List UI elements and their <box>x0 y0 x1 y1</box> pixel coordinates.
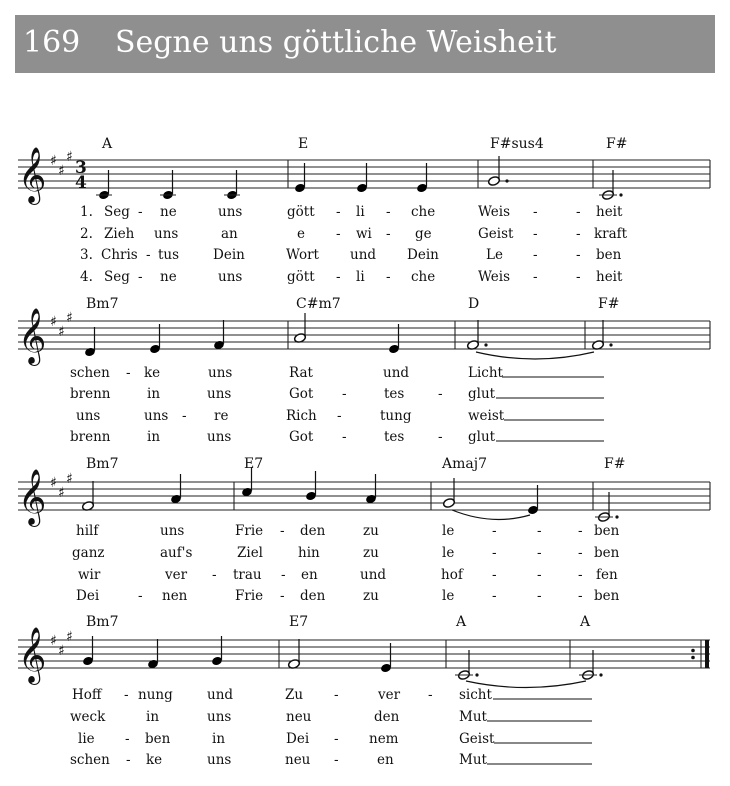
lyric-syllable: - <box>576 204 581 220</box>
lyric-syllable: zu <box>363 523 379 539</box>
lyric-syllable: - <box>533 226 538 242</box>
lyric-syllable: nem <box>369 731 399 747</box>
lyric-syllable: Weis <box>478 269 511 285</box>
final-barline <box>705 640 709 668</box>
lyric-syllable: - <box>537 523 542 539</box>
system-1 <box>18 136 710 285</box>
chord-symbol: Amaj7 <box>442 456 487 472</box>
hymn-title: Segne uns göttliche Weisheit <box>115 25 557 60</box>
treble-clef-icon: 𝄞 <box>18 308 47 364</box>
treble-clef-icon: 𝄞 <box>18 627 47 683</box>
chord-symbol: C#m7 <box>296 296 341 312</box>
lyric-syllable: re <box>214 408 229 424</box>
lyric-syllable: - <box>578 567 583 583</box>
lyric-syllable: Geist <box>459 731 495 747</box>
repeat-dot <box>691 649 695 653</box>
lyric-syllable: Frie <box>235 588 264 604</box>
lyric-syllable: uns <box>154 226 179 242</box>
lyric-syllable: - <box>138 204 143 220</box>
lyric-syllable: Frie <box>235 523 264 539</box>
sharp-icon: ♯ <box>50 475 57 491</box>
lyric-syllable: Chris <box>101 247 138 263</box>
system-3 <box>18 456 710 604</box>
system-2 <box>18 296 710 445</box>
chord-symbol: E7 <box>289 614 309 630</box>
lyric-syllable: glut <box>468 429 496 445</box>
lyric-syllable: - <box>576 247 581 263</box>
lyric-syllable: ge <box>415 226 432 242</box>
lyric-syllable: auf's <box>160 545 193 561</box>
time-sig-bottom: 4 <box>75 173 87 193</box>
treble-clef-icon: 𝄞 <box>18 469 47 525</box>
lyric-syllable: glut <box>468 386 496 402</box>
hymn-number: 169 <box>23 25 81 60</box>
lyric-syllable: - <box>138 588 143 604</box>
lyric-syllable: - <box>342 429 347 445</box>
lyric-syllable: in <box>147 386 161 402</box>
lyric-syllable: ke <box>146 752 163 768</box>
lyric-syllable: weck <box>70 709 106 725</box>
lyric-syllable: heit <box>596 204 623 220</box>
lyric-syllable: Le <box>486 247 503 263</box>
lyric-syllable: und <box>207 687 234 703</box>
lyric-syllable: in <box>146 709 160 725</box>
sharp-icon: ♯ <box>58 643 65 659</box>
lyric-syllable: - <box>125 731 130 747</box>
lyric-syllable: ke <box>144 365 161 381</box>
staff <box>18 482 710 510</box>
lyric-syllable: uns <box>207 429 232 445</box>
lyric-syllable: sicht <box>459 687 492 703</box>
lyric-syllable: brenn <box>70 386 111 402</box>
lyric-syllable: - <box>578 523 583 539</box>
lyric-syllable: Dein <box>213 247 245 263</box>
lyric-syllable: brenn <box>70 429 111 445</box>
notes <box>84 313 613 359</box>
lyric-syllable: und <box>350 247 377 263</box>
chord-symbol: Bm7 <box>86 614 119 630</box>
lyric-syllable: ben <box>594 523 620 539</box>
lyric-syllable: li <box>356 269 365 285</box>
lyric-syllable: zu <box>363 545 379 561</box>
chord-symbol: Bm7 <box>86 296 119 312</box>
chord-symbol: D <box>468 296 480 312</box>
sharp-icon: ♯ <box>66 471 73 487</box>
lyric-syllable: - <box>578 545 583 561</box>
lyric-syllable: li <box>356 204 365 220</box>
lyric-syllable: - <box>337 408 342 424</box>
sharp-icon: ♯ <box>66 629 73 645</box>
lyric-syllable: nen <box>162 588 188 604</box>
lyric-syllable: Hoff <box>72 687 102 703</box>
lyric-syllable: - <box>492 545 497 561</box>
notes <box>96 156 623 200</box>
lyric-syllable: - <box>537 588 542 604</box>
lyric-syllable: uns <box>160 523 185 539</box>
lyric-syllable: lie <box>78 731 95 747</box>
lyric-syllable: Zu <box>285 687 304 703</box>
lyric-syllable: Rich <box>286 408 317 424</box>
lyric-syllable: Got <box>289 386 314 402</box>
lyric-syllable: le <box>442 523 455 539</box>
lyric-syllable: hof <box>441 567 463 583</box>
lyric-syllable: schen <box>70 365 110 381</box>
lyric-syllable: - <box>576 269 581 285</box>
lyric-syllable: ne <box>160 269 177 285</box>
lyric-syllable: en <box>301 567 318 583</box>
lyric-syllable: ganz <box>72 545 105 561</box>
lyric-syllable: ver <box>165 567 188 583</box>
lyric-syllable: uns <box>207 709 232 725</box>
repeat-dot <box>691 656 695 660</box>
lyric-syllable: in <box>212 731 226 747</box>
lyric-syllable: heit <box>596 269 623 285</box>
lyric-syllable: - <box>138 269 143 285</box>
lyric-syllable: Dei <box>286 731 310 747</box>
lyric-syllable: - <box>537 545 542 561</box>
tie <box>476 352 594 359</box>
lyric-syllable: - <box>281 567 286 583</box>
verse-number: 3. <box>80 247 93 263</box>
lyric-syllable: hilf <box>76 523 99 539</box>
lyric-syllable: - <box>336 204 341 220</box>
lyric-syllable: uns <box>207 386 232 402</box>
lyric-syllable: - <box>576 226 581 242</box>
verse-number: 2. <box>80 226 93 242</box>
lyric-syllable: in <box>147 429 161 445</box>
lyric-syllable: tus <box>158 247 180 263</box>
sharp-icon: ♯ <box>50 314 57 330</box>
lyric-syllable: zu <box>363 588 379 604</box>
lyric-syllable: - <box>492 567 497 583</box>
lyric-syllable: kraft <box>594 226 628 242</box>
lyric-syllable: Geist <box>478 226 514 242</box>
lyric-syllable: Rat <box>289 365 313 381</box>
lyric-syllable: - <box>492 523 497 539</box>
lyric-syllable: - <box>182 408 187 424</box>
lyric-syllable: und <box>360 567 387 583</box>
lyric-syllable: Licht <box>468 365 503 381</box>
lyric-syllable: - <box>126 365 131 381</box>
sharp-icon: ♯ <box>58 485 65 501</box>
lyrics <box>72 523 620 604</box>
chord-symbol: Bm7 <box>86 456 119 472</box>
lyric-syllable: Dei <box>76 588 100 604</box>
lyric-syllable: Seg <box>104 204 130 220</box>
lyric-syllable: hin <box>298 545 320 561</box>
system-4 <box>18 614 710 768</box>
lyric-syllable: che <box>411 269 436 285</box>
lyric-syllable: - <box>533 247 538 263</box>
lyric-syllable: uns <box>218 269 243 285</box>
lyric-syllable: e <box>297 226 305 242</box>
lyric-syllable: schen <box>70 752 110 768</box>
lyric-syllable: neu <box>286 709 312 725</box>
lyric-syllable: uns <box>208 365 233 381</box>
lyrics <box>70 687 592 768</box>
sharp-icon: ♯ <box>50 153 57 169</box>
verse-number: 4. <box>80 269 93 285</box>
lyric-syllable: le <box>442 545 455 561</box>
sharp-icon: ♯ <box>66 149 73 165</box>
lyric-syllable: Ziel <box>237 545 264 561</box>
lyric-syllable: - <box>428 687 433 703</box>
sharp-icon: ♯ <box>66 310 73 326</box>
lyric-syllable: - <box>124 687 129 703</box>
chord-symbol: A <box>456 614 467 630</box>
lyric-syllable: - <box>342 386 347 402</box>
lyric-syllable: - <box>280 523 285 539</box>
lyric-syllable: - <box>492 588 497 604</box>
lyric-syllable: - <box>578 588 583 604</box>
lyric-syllable: neu <box>285 752 311 768</box>
lyric-syllable: - <box>334 687 339 703</box>
lyrics <box>70 365 604 445</box>
lyric-syllable: - <box>438 386 443 402</box>
lyric-syllable: uns <box>144 408 169 424</box>
lyric-syllable: Mut <box>459 752 487 768</box>
sharp-icon: ♯ <box>58 324 65 340</box>
lyric-syllable: - <box>386 226 391 242</box>
lyric-syllable: tes <box>384 386 405 402</box>
lyric-syllable: den <box>374 709 400 725</box>
lyric-syllable: tes <box>384 429 405 445</box>
chord-symbol: F# <box>604 456 626 472</box>
lyric-syllable: Zieh <box>104 226 135 242</box>
chord-symbol: F# <box>598 296 620 312</box>
lyric-syllable: uns <box>218 204 243 220</box>
lyric-syllable: - <box>533 269 538 285</box>
lyric-syllable: Seg <box>104 269 130 285</box>
time-sig-top: 3 <box>75 158 87 178</box>
staff <box>18 160 710 188</box>
lyrics <box>80 204 628 285</box>
chord-symbol: F#sus4 <box>490 136 544 152</box>
lyric-syllable: le <box>442 588 455 604</box>
chord-symbol: E <box>298 136 309 152</box>
lyric-syllable: Weis <box>478 204 511 220</box>
chord-symbol: F# <box>606 136 628 152</box>
lyric-syllable: - <box>336 226 341 242</box>
lyric-syllable: ben <box>594 545 620 561</box>
staff <box>18 321 710 349</box>
lyric-syllable: - <box>212 567 217 583</box>
lyric-syllable: Wort <box>286 247 319 263</box>
treble-clef-icon: 𝄞 <box>18 147 47 203</box>
lyric-syllable: gött <box>287 269 315 285</box>
chord-symbol: E7 <box>244 456 264 472</box>
lyric-syllable: nung <box>138 687 173 703</box>
lyric-syllable: ben <box>145 731 171 747</box>
lyric-syllable: Dein <box>407 247 439 263</box>
staff <box>18 640 710 668</box>
lyric-syllable: fen <box>596 567 618 583</box>
lyric-syllable: an <box>221 226 238 242</box>
lyric-syllable: wir <box>78 567 101 583</box>
lyric-syllable: weist <box>468 408 505 424</box>
lyric-syllable: - <box>537 567 542 583</box>
lyric-syllable: ne <box>160 204 177 220</box>
verse-number: 1. <box>80 204 93 220</box>
lyric-syllable: Mut <box>459 709 487 725</box>
lyric-syllable: - <box>280 588 285 604</box>
lyric-syllable: - <box>334 752 339 768</box>
lyric-syllable: gött <box>287 204 315 220</box>
chord-symbol: A <box>102 136 113 152</box>
lyric-syllable: - <box>334 731 339 747</box>
lyric-syllable: und <box>383 365 410 381</box>
lyric-syllable: ben <box>596 247 622 263</box>
sharp-icon: ♯ <box>58 163 65 179</box>
lyric-syllable: - <box>336 269 341 285</box>
lyric-syllable: den <box>300 588 326 604</box>
lyric-syllable: Got <box>289 429 314 445</box>
notes <box>82 636 603 688</box>
lyric-syllable: ver <box>378 687 401 703</box>
notes <box>82 467 619 522</box>
lyric-syllable: ben <box>594 588 620 604</box>
lyric-syllable: en <box>377 752 394 768</box>
lyric-syllable: trau <box>233 567 262 583</box>
lyric-syllable: tung <box>380 408 412 424</box>
chord-symbol: A <box>580 614 591 630</box>
tie <box>452 510 530 519</box>
lyric-syllable: uns <box>207 752 232 768</box>
lyric-syllable: - <box>533 204 538 220</box>
lyric-syllable: - <box>146 247 151 263</box>
sharp-icon: ♯ <box>50 633 57 649</box>
lyric-syllable: uns <box>76 408 101 424</box>
lyric-syllable: den <box>300 523 326 539</box>
lyric-syllable: - <box>386 269 391 285</box>
lyric-syllable: wi <box>356 226 372 242</box>
lyric-syllable: - <box>438 429 443 445</box>
lyric-syllable: - <box>386 204 391 220</box>
lyric-syllable: - <box>126 752 131 768</box>
lyric-syllable: che <box>411 204 436 220</box>
